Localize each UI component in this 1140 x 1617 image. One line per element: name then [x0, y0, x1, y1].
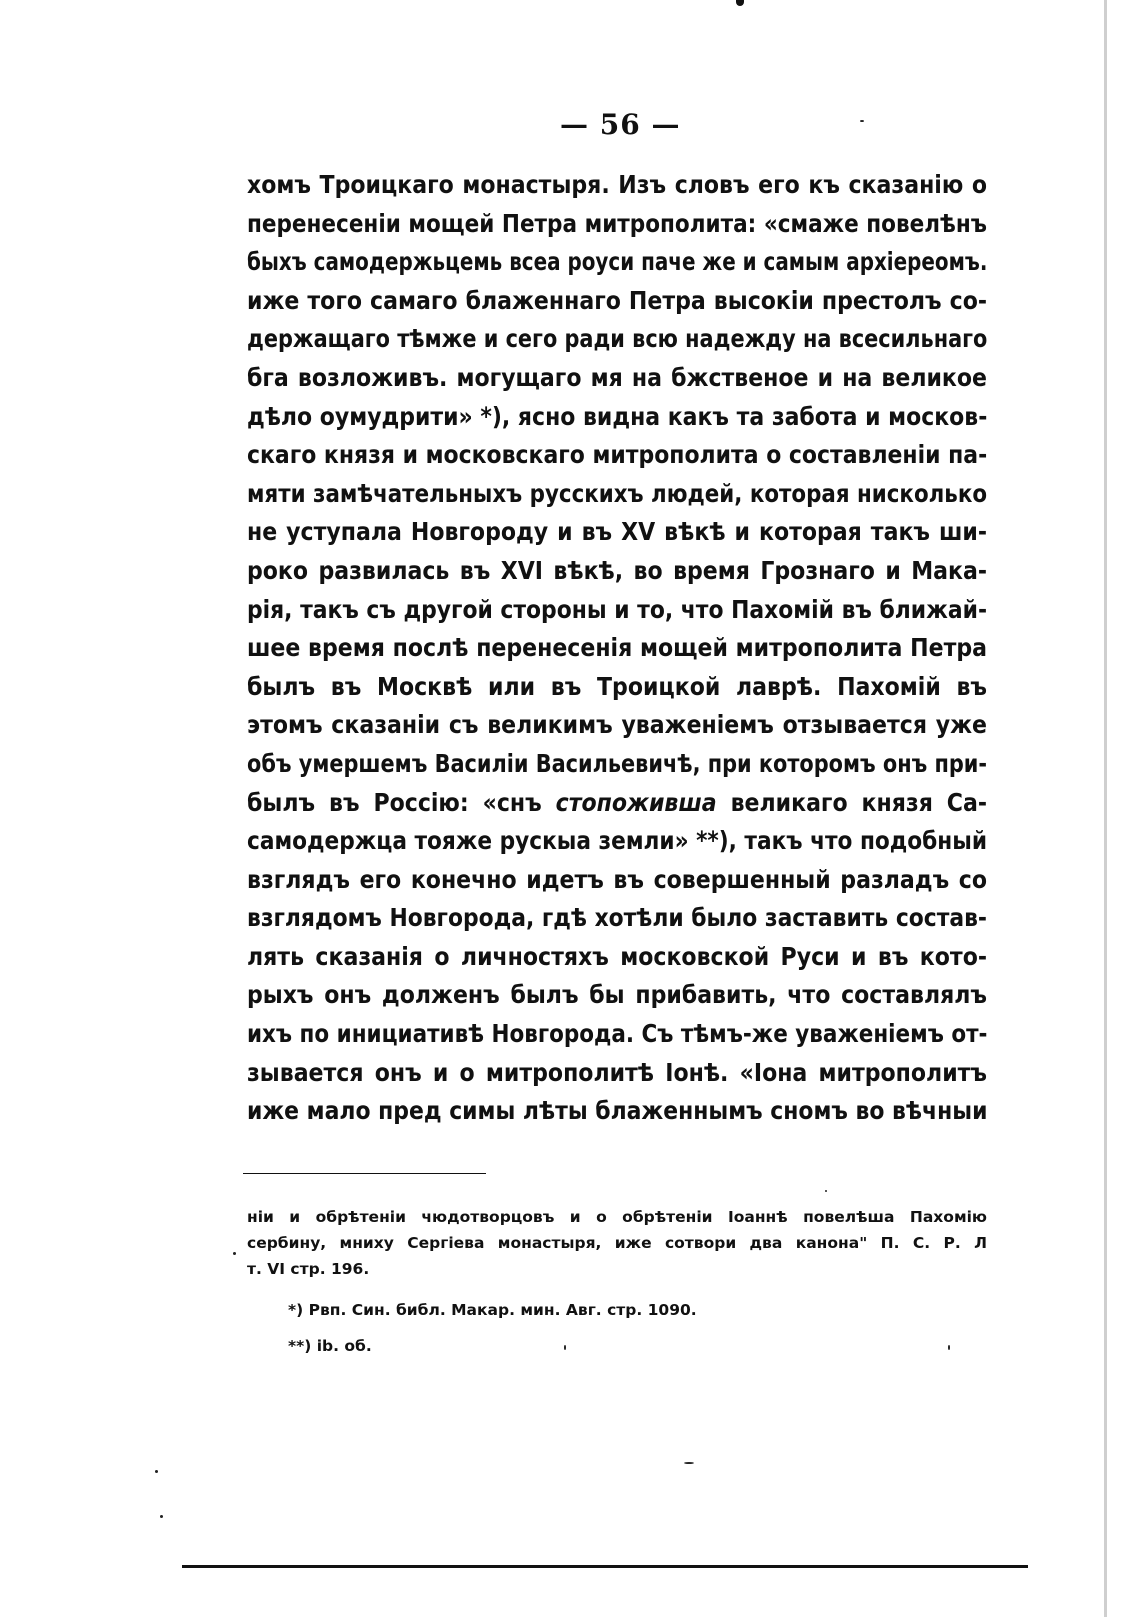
text-line: лять сказанія о личностяхъ московской Руси и въ кото-	[247, 941, 987, 971]
footnote-continuation	[247, 1204, 987, 1282]
main-text	[247, 166, 987, 1131]
text-line: бга возложивъ. могущаго мя на бжственое и на великое	[247, 362, 987, 392]
text-line: взглядомъ Новгорода, гдѣ хотѣли было заставить состав-	[247, 903, 987, 933]
text-line: шее время послѣ перенесенія мощей митрополита Петра	[247, 633, 987, 663]
text-line: дѣло оумудрити» *), ясно видна какъ та забота и москов-	[247, 401, 988, 431]
ink-speck	[233, 1252, 236, 1255]
page-number: — 56 —	[560, 108, 681, 141]
text-line: не уступала Новгороду и въ XV вѣкѣ и которая такъ ши-	[247, 517, 987, 547]
text-line: мяти замѣчательныхъ русскихъ людей, которая нисколько	[247, 478, 988, 508]
text-line: ихъ по инициативѣ Новгорода. Съ тѣмъ-же уваженіемъ от-	[247, 1019, 988, 1049]
bottom-rule	[182, 1565, 1028, 1568]
text-line: держащаго тѣмже и сего ради всю надежду на всесильнаго	[247, 324, 988, 354]
ink-speck	[564, 1345, 566, 1350]
page-edge	[1104, 0, 1107, 1617]
footnote-separator	[243, 1173, 486, 1174]
text-line: иже того самаго блаженнаго Петра высокіи престолъ со-	[247, 285, 987, 315]
text-line: самодержца тояже рускыа земли» **), такъ что подобный	[247, 826, 988, 856]
footnote-line: ніи и обрѣтеніи чюдотворцовъ и о обрѣтеніи Іоаннѣ повелѣша Пахомію	[247, 1208, 987, 1226]
text-line: роко развилась въ XVI вѣкѣ, во время Грознаго и Мака-	[247, 555, 987, 585]
footnote-line: сербину, мниху Сергіева монастыря, иже сотвори два канона" П. С. Р. Л	[247, 1234, 987, 1252]
text-line: этомъ сказаніи съ великимъ уваженіемъ отзывается уже	[247, 710, 987, 740]
ink-speck	[684, 1462, 694, 1464]
text-line: рыхъ онъ долженъ былъ бы прибавить, что составлялъ	[247, 980, 987, 1010]
ink-speck	[160, 1515, 163, 1518]
text-line: объ умершемъ Василіи Васильевичѣ, при которомъ онъ при-	[247, 748, 988, 778]
text-line: быхъ самодержьцемь всеа роуси паче же и самым архіереомъ.	[247, 247, 988, 277]
footnote-line: т. VI стр. 196.	[247, 1260, 370, 1278]
text-segment: великаго князя Са-	[716, 787, 988, 817]
ink-mark	[736, 0, 744, 6]
text-line: скаго князя и московскаго митрополита о составленіи па-	[247, 440, 988, 470]
text-line: былъ въ Москвѣ или въ Троицкой лаврѣ. Пахомій въ	[247, 671, 987, 701]
text-line: хомъ Троицкаго монастыря. Изъ словъ его къ сказанію о	[247, 170, 987, 199]
ink-speck	[825, 1190, 827, 1192]
text-line: рія, такъ съ другой стороны и то, что Пахомій въ ближай-	[247, 594, 988, 624]
ink-speck	[948, 1345, 950, 1350]
text-line: зывается онъ и о митрополитѣ Іонѣ. «Іона митрополитъ	[247, 1057, 987, 1087]
footnote-1: *) Рвп. Син. библ. Макар. мин. Авг. стр. 1090.	[288, 1301, 697, 1319]
text-line-with-italic	[247, 784, 987, 823]
italic-word: стопоживша	[555, 787, 717, 817]
text-line: перенесеніи мощей Петра митрополита: «смаже повелѣнъ	[247, 208, 987, 238]
text-line: иже мало пред симы лѣты блаженнымъ сномъ во вѣчныи	[247, 1096, 988, 1126]
text-line: взглядъ его конечно идетъ въ совершенный разладъ со	[247, 864, 987, 894]
ink-speck	[860, 120, 864, 122]
footnote-2: **) ib. об.	[288, 1337, 372, 1355]
text-segment: былъ въ Россію: «снъ	[247, 787, 556, 817]
ink-speck	[155, 1470, 158, 1473]
